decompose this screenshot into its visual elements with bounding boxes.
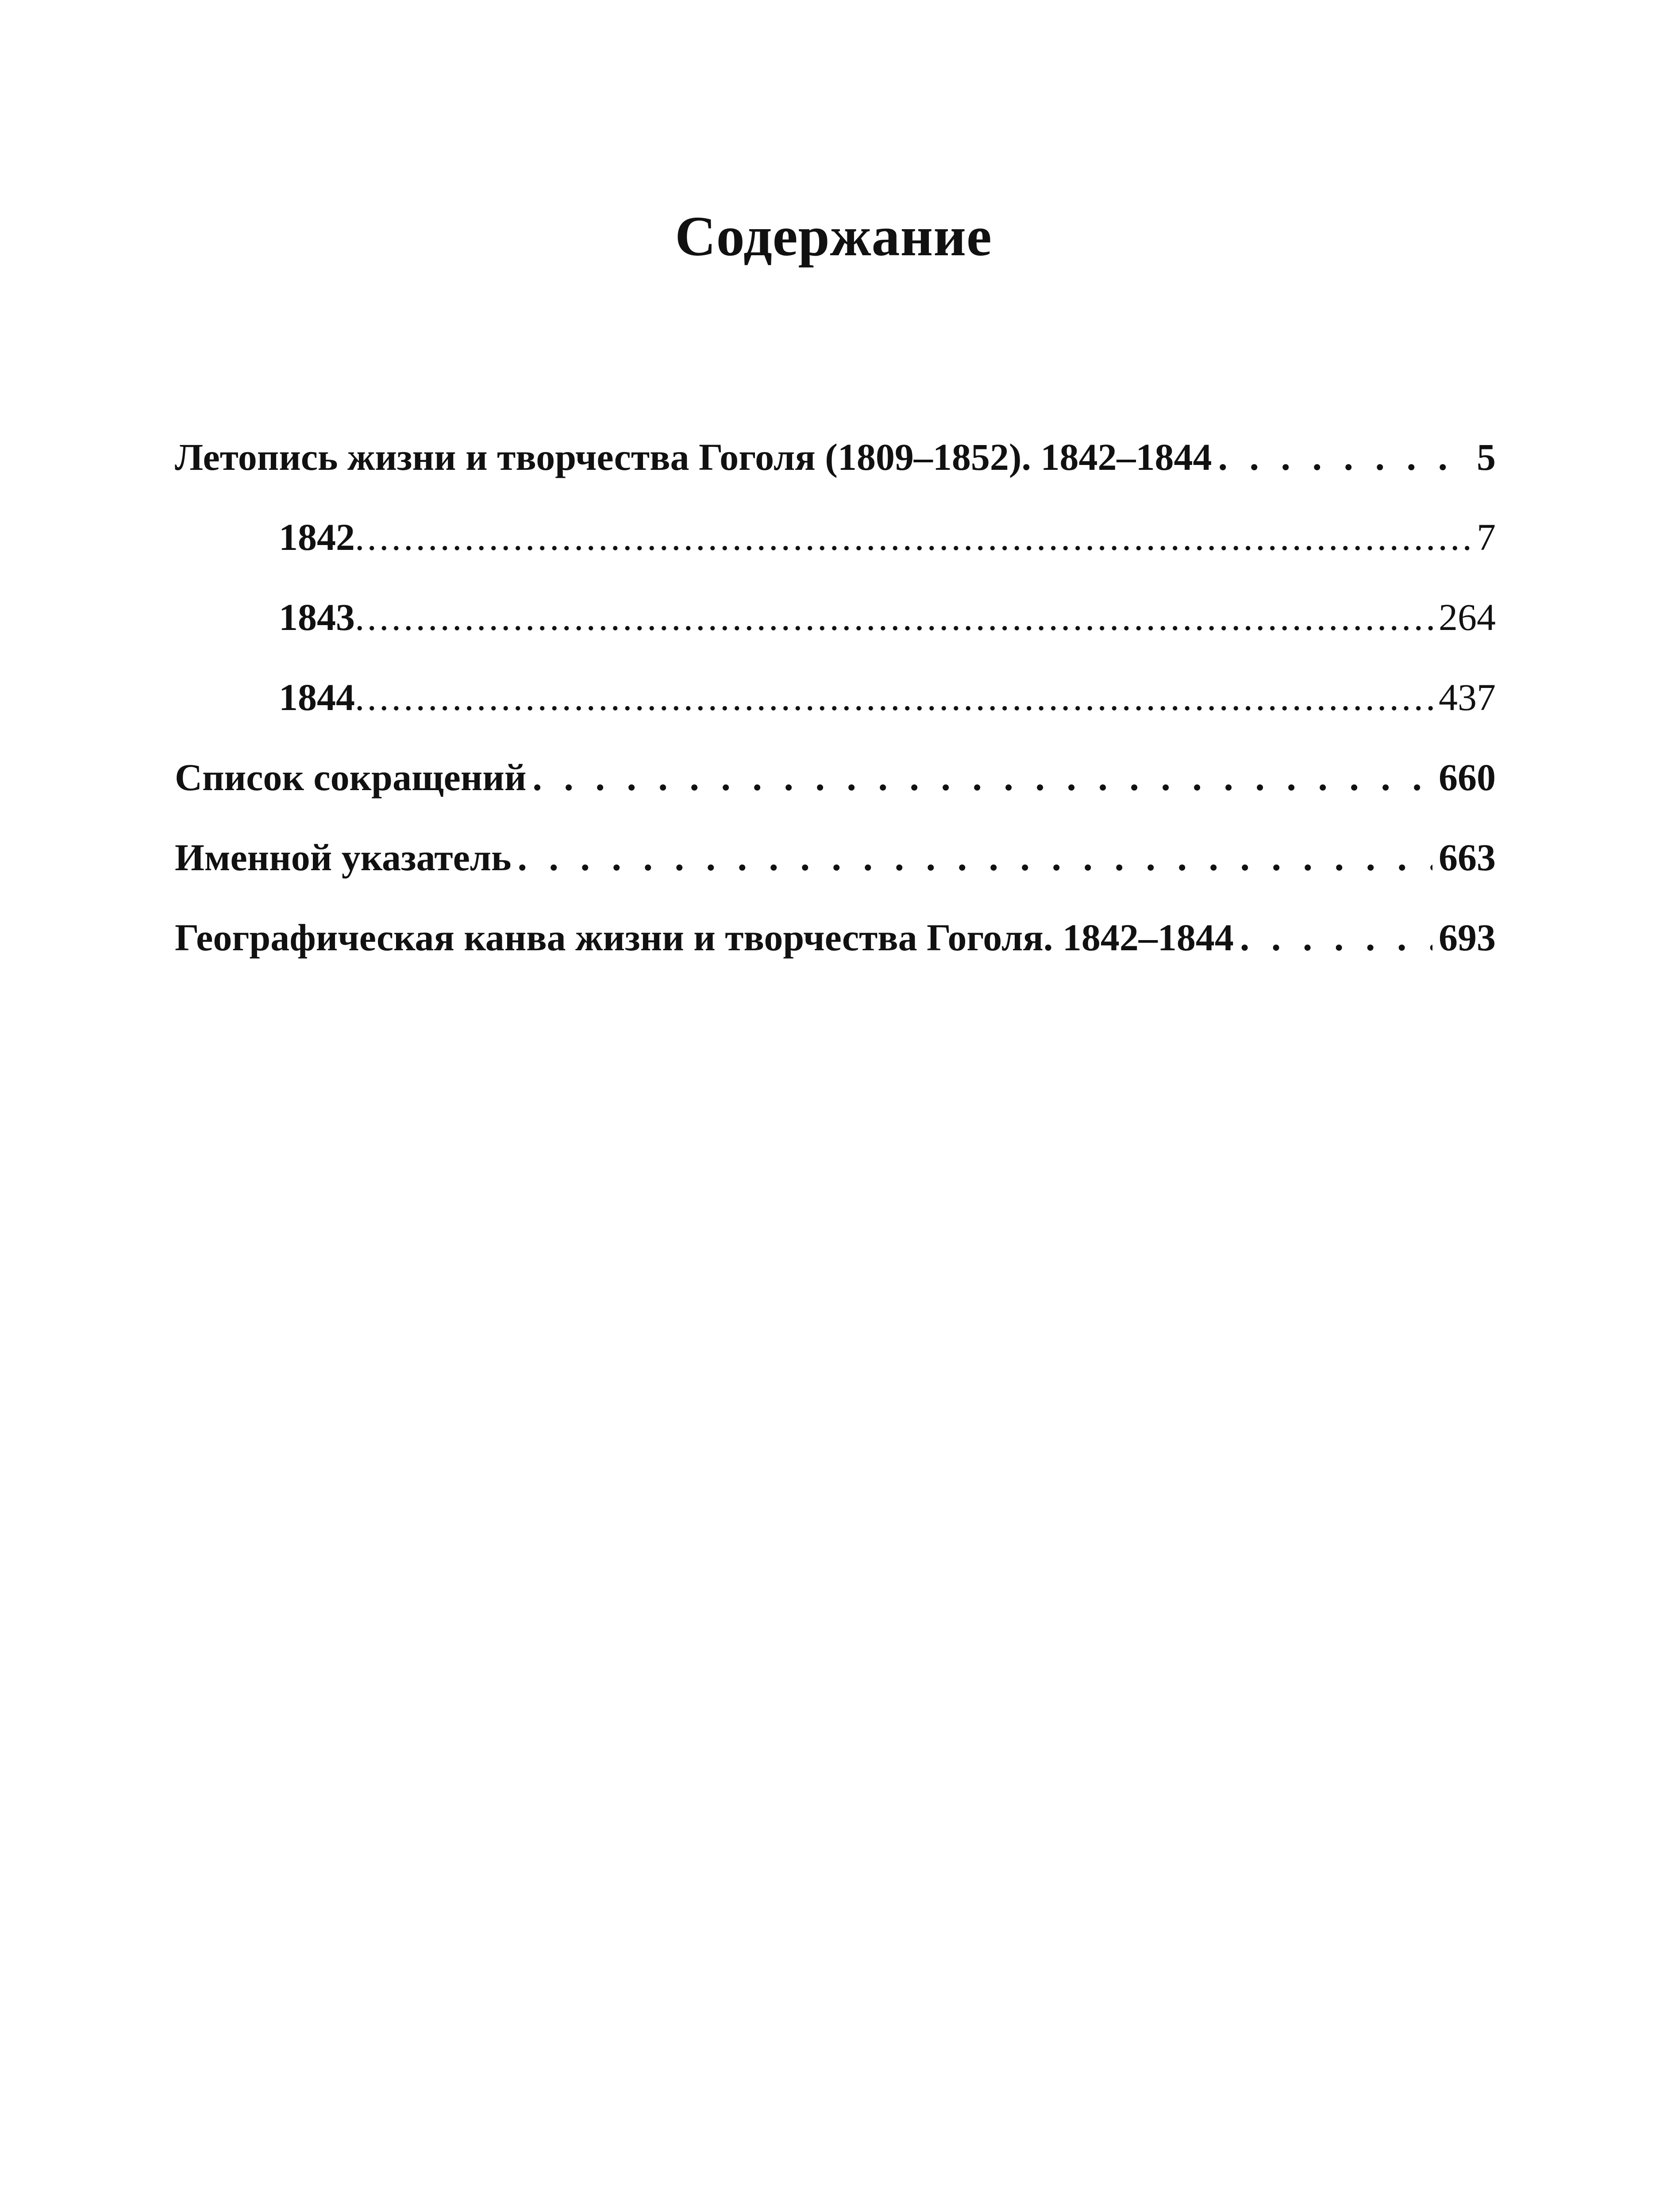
dot-leader (1218, 438, 1471, 476)
dot-leader (1240, 918, 1432, 956)
page-title: Содержание (675, 205, 992, 268)
dot-leader (355, 518, 1474, 556)
toc-entry-page: 5 (1477, 436, 1496, 478)
dot-leader (532, 758, 1432, 796)
toc-entry-page: 264 (1439, 596, 1496, 638)
dot-leader (355, 678, 1436, 716)
dot-leader (355, 598, 1436, 636)
toc-entry-abbreviations[interactable] (175, 758, 1496, 838)
toc-entry-title: 1842 (279, 516, 355, 558)
toc-entry-1843[interactable] (175, 598, 1496, 678)
toc-entry-title: Географическая канва жизни и творчества Гоголя. 1842–1844 (175, 916, 1234, 959)
toc-entry-title: Именной указатель (175, 836, 512, 879)
toc-entry-page: 7 (1477, 516, 1496, 558)
toc-entry-title: Летопись жизни и творчества Гоголя (1809–1852). 1842–1844 (175, 436, 1212, 478)
toc-entry-title: 1843 (279, 596, 355, 638)
table-of-contents (175, 438, 1496, 998)
toc-entry-page: 663 (1439, 836, 1496, 879)
toc-entry-page: 660 (1439, 756, 1496, 799)
toc-entry-geography[interactable] (175, 918, 1496, 998)
toc-entry-page: 437 (1439, 676, 1496, 718)
toc-entry-chronicle[interactable] (175, 438, 1496, 518)
dot-leader (518, 838, 1432, 876)
toc-entry-name-index[interactable] (175, 838, 1496, 918)
toc-entry-1842[interactable] (175, 518, 1496, 598)
toc-entry-title: Список сокращений (175, 756, 527, 799)
toc-entry-1844[interactable] (175, 678, 1496, 758)
toc-entry-page: 693 (1439, 916, 1496, 959)
toc-entry-title: 1844 (279, 676, 355, 718)
